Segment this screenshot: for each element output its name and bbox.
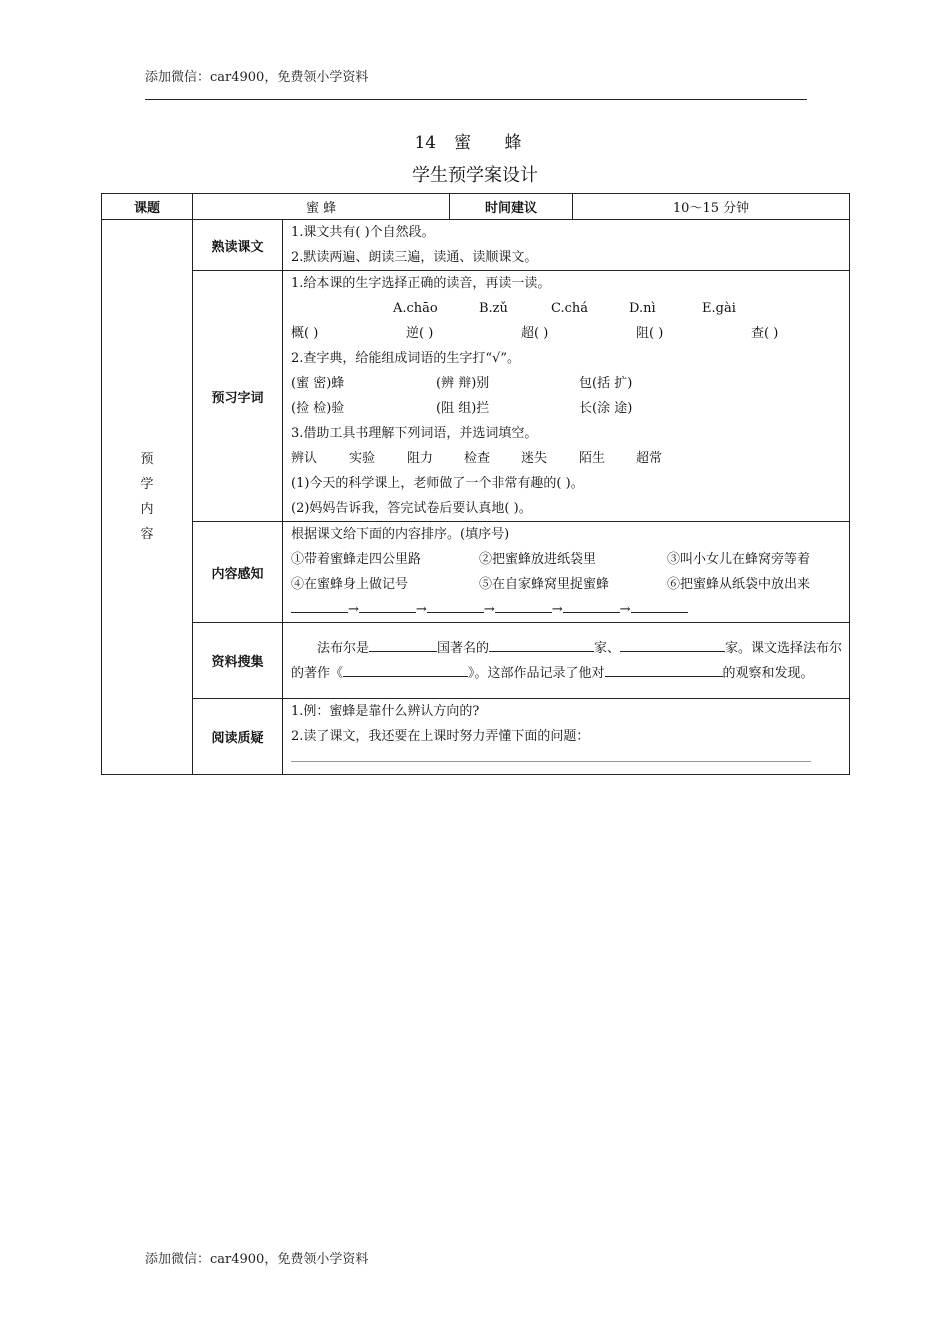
side-label-preview-content <box>102 220 193 775</box>
char-pair[interactable]: 长(涂 途) <box>579 401 633 416</box>
char-pairs-row-2 <box>291 396 849 421</box>
char-pair[interactable]: 包(括 扩) <box>579 376 633 391</box>
read-line-1[interactable]: 1.课文共有( )个自然段。 <box>291 225 435 240</box>
info-text: 国著名的 <box>437 640 490 656</box>
sequence-blank[interactable] <box>495 597 552 613</box>
word-bank-item: 实验 <box>349 451 376 466</box>
pinyin-option-c: C.chá <box>551 301 589 316</box>
sequence-arrow: → <box>348 602 359 617</box>
question-line-1: 1.例：蜜蜂是靠什么辨认方向的? <box>291 704 480 719</box>
sequence-blanks <box>291 597 849 622</box>
info-blank-profession-2[interactable] <box>620 636 725 652</box>
content-perception <box>283 522 850 623</box>
sequence-blank[interactable] <box>631 597 688 613</box>
char-blanks-row <box>291 321 849 346</box>
content-item: ⑤在自家蜂窝里捉蜜蜂 <box>479 577 610 592</box>
side-char: 学 <box>140 477 154 492</box>
info-content <box>283 623 850 699</box>
info-text: 的观察和发现。 <box>722 665 814 681</box>
section-label-info: 资料搜集 <box>193 623 283 699</box>
lesson-name: 蜜 蜂 <box>454 133 536 153</box>
section-question <box>102 699 850 775</box>
content-intro: 根据课文给下面的内容排序。(填序号) <box>291 527 510 542</box>
info-text: 家。课文选择法布尔的著作《 <box>291 640 843 681</box>
char-pair[interactable]: (蜜 密)蜂 <box>291 376 345 391</box>
read-line-2: 2.默读两遍、朗读三遍，读通、读顺课文。 <box>291 250 538 265</box>
char-pairs-row-1 <box>291 371 849 396</box>
page-footer-text: 添加微信：car4900，免费领小学资料 <box>145 1252 369 1267</box>
section-content <box>102 522 850 623</box>
info-blank-profession-1[interactable] <box>489 636 594 652</box>
section-read <box>102 220 850 271</box>
char-blank-chao[interactable]: 超( ) <box>521 326 549 341</box>
char-pair[interactable]: (捡 检)验 <box>291 401 345 416</box>
lesson-number: 14 <box>414 133 437 153</box>
content-item: ③叫小女儿在蜂窝旁等着 <box>667 552 811 567</box>
side-char: 容 <box>140 527 154 542</box>
time-label: 时间建议 <box>450 194 573 220</box>
word-bank-item: 辨认 <box>291 451 318 466</box>
sequence-blank[interactable] <box>359 597 416 613</box>
section-label-content: 内容感知 <box>193 522 283 623</box>
info-paragraph <box>291 636 849 686</box>
content-item: ④在蜜蜂身上做记号 <box>291 577 409 592</box>
side-char: 预 <box>140 452 154 467</box>
section-words <box>102 271 850 522</box>
word-bank-item: 超常 <box>636 451 663 466</box>
pinyin-option-d: D.nì <box>629 301 656 316</box>
worksheet-subtitle: 学生预学案设计 <box>412 165 538 186</box>
lesson-title <box>0 128 950 153</box>
word-bank-item: 阻力 <box>407 451 434 466</box>
sequence-arrow: → <box>483 602 495 617</box>
fill-sentence-1[interactable]: (1)今天的科学课上，老师做了一个非常有趣的( )。 <box>291 476 584 491</box>
info-text: 》。这部作品记录了他对 <box>468 665 605 681</box>
word-bank-item: 迷失 <box>521 451 548 466</box>
question-content <box>283 699 850 775</box>
char-blank-gai[interactable]: 概( ) <box>291 326 319 341</box>
preview-worksheet-table <box>101 193 850 775</box>
char-pair[interactable]: (阻 组)拦 <box>436 401 490 416</box>
char-pair[interactable]: (辨 辩)别 <box>436 376 490 391</box>
side-char: 内 <box>140 502 154 517</box>
header-rule <box>145 99 807 100</box>
section-label-question: 阅读质疑 <box>193 699 283 775</box>
content-item: ⑥把蜜蜂从纸袋中放出来 <box>667 577 811 592</box>
words-content <box>283 271 850 522</box>
word-bank-row <box>291 446 849 471</box>
fill-sentence-2[interactable]: (2)妈妈告诉我，答完试卷后要认真地( )。 <box>291 501 532 516</box>
topic-label: 课题 <box>102 194 193 220</box>
question-line-2: 2.读了课文，我还要在上课时努力弄懂下面的问题： <box>291 729 590 744</box>
word-bank-item: 陌生 <box>579 451 606 466</box>
content-item: ①带着蜜蜂走四公里路 <box>291 552 422 567</box>
sequence-arrow: → <box>619 602 631 617</box>
time-value: 10～15 分钟 <box>573 194 850 220</box>
info-text: 家、 <box>594 640 621 656</box>
pinyin-option-a: A.chāo <box>393 301 438 316</box>
word-bank-item: 检查 <box>464 451 491 466</box>
page-header-text: 添加微信：car4900，免费领小学资料 <box>145 70 369 85</box>
content-item: ②把蜜蜂放进纸袋里 <box>479 552 597 567</box>
words-q2: 2.查字典，给能组成词语的生字打“√”。 <box>291 351 520 366</box>
question-answer-line[interactable] <box>291 749 811 762</box>
sequence-blank[interactable] <box>427 597 484 613</box>
sequence-blank[interactable] <box>291 597 348 613</box>
section-info <box>102 623 850 699</box>
sequence-arrow: → <box>415 602 427 617</box>
topic-value: 蜜 蜂 <box>193 194 450 220</box>
sequence-blank[interactable] <box>563 597 620 613</box>
words-q3: 3.借助工具书理解下列词语，并选词填空。 <box>291 426 538 441</box>
char-blank-ni[interactable]: 逆( ) <box>406 326 434 341</box>
info-blank-subject[interactable] <box>605 661 723 677</box>
char-blank-cha[interactable]: 查( ) <box>751 326 779 341</box>
pinyin-option-e: E.gài <box>702 301 736 316</box>
char-blank-zu[interactable]: 阻( ) <box>636 326 664 341</box>
content-items-row-2 <box>291 572 849 597</box>
section-label-words: 预习字词 <box>193 271 283 522</box>
info-blank-book[interactable] <box>343 661 468 677</box>
info-text: 法布尔是 <box>317 640 370 656</box>
read-content <box>283 220 850 271</box>
words-q1: 1.给本课的生字选择正确的读音，再读一读。 <box>291 276 551 291</box>
sequence-arrow: → <box>551 602 563 617</box>
table-header-row <box>102 194 850 220</box>
pinyin-option-b: B.zǔ <box>479 301 508 316</box>
info-blank-country[interactable] <box>369 636 437 652</box>
section-label-read: 熟读课文 <box>193 220 283 271</box>
pinyin-options-row <box>291 296 849 321</box>
content-items-row-1 <box>291 547 849 572</box>
